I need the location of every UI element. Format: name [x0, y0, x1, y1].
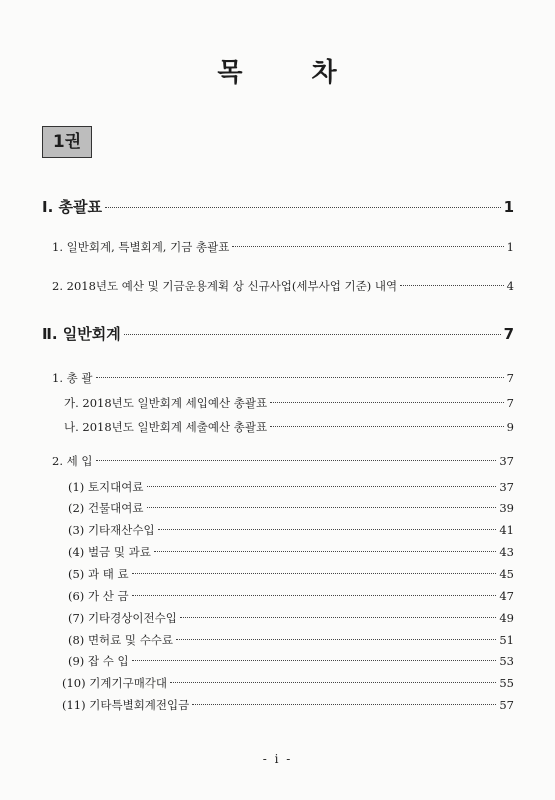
page-number: - i -: [262, 752, 293, 766]
toc-page: 47: [499, 589, 514, 603]
leader-dots: [132, 660, 497, 661]
toc-page: 39: [499, 501, 514, 515]
toc-label: 나. 2018년도 일반회계 세출예산 총괄표: [64, 420, 268, 434]
toc-label: 1. 총 괄: [52, 371, 93, 385]
toc-entry: [68, 632, 514, 648]
leader-dots: [105, 207, 501, 208]
toc-page: 51: [499, 633, 514, 647]
toc-entry: [52, 453, 514, 469]
toc-entry: [52, 239, 514, 255]
toc-entry: [68, 500, 514, 516]
toc-page: 37: [499, 480, 514, 494]
toc-label: 1. 일반회계, 특별회계, 기금 총괄표: [52, 240, 230, 254]
leader-dots: [96, 460, 497, 461]
toc-page: 7: [506, 371, 514, 385]
leader-dots: [147, 507, 497, 508]
toc-entry: [64, 419, 514, 435]
toc-label: (4) 벌금 및 과료: [68, 545, 151, 559]
leader-dots: [132, 573, 497, 574]
toc-entry: [62, 697, 514, 713]
leader-dots: [232, 246, 503, 247]
toc-page: 7: [503, 325, 514, 343]
leader-dots: [132, 595, 497, 596]
toc-entry: [68, 544, 514, 560]
toc-label: (2) 건물대여료: [68, 501, 144, 515]
toc-label: (6) 가 산 금: [68, 589, 129, 603]
toc-page: 41: [499, 523, 514, 537]
leader-dots: [180, 617, 497, 618]
toc-page: 9: [506, 420, 514, 434]
toc-label: (11) 기타특별회계전입금: [62, 698, 190, 712]
toc-entry: [68, 479, 514, 495]
toc-page: 1: [506, 240, 514, 254]
toc-label: (3) 기타재산수입: [68, 523, 155, 537]
toc-entry: [68, 522, 514, 538]
toc-label: Ⅱ. 일반회계: [42, 325, 121, 343]
toc-entry: [68, 610, 514, 626]
toc-entry: [64, 395, 514, 411]
toc-label: (5) 과 태 료: [68, 567, 129, 581]
toc-entry: [68, 588, 514, 604]
toc-entry-section-1: [42, 196, 514, 217]
toc-label: 2. 2018년도 예산 및 기금운용계획 상 신규사업(세부사업 기준) 내역: [52, 279, 398, 293]
toc-label: (1) 토지대여료: [68, 480, 144, 494]
leader-dots: [158, 529, 497, 530]
toc-page: 55: [499, 676, 514, 690]
toc-label: (8) 면허료 및 수수료: [68, 633, 174, 647]
toc-entry: [68, 653, 514, 669]
toc-label: (7) 기타경상이전수입: [68, 611, 177, 625]
toc-page: 37: [499, 454, 514, 468]
toc-label: Ⅰ. 총괄표: [42, 198, 102, 216]
page-title: 목 차: [217, 58, 338, 88]
leader-dots: [147, 486, 497, 487]
toc-label: (10) 기계기구매각대: [62, 676, 168, 690]
toc-page: 57: [499, 698, 514, 712]
toc-page: 53: [499, 654, 514, 668]
toc-label: 2. 세 입: [52, 454, 93, 468]
leader-dots: [96, 377, 504, 378]
toc-entry-section-2: [42, 323, 514, 344]
leader-dots: [192, 704, 496, 705]
toc-entry: [52, 278, 514, 294]
toc-label: 가. 2018년도 일반회계 세입예산 총괄표: [64, 396, 268, 410]
toc-entry: [62, 675, 514, 691]
toc-entry: [52, 370, 514, 386]
leader-dots: [124, 334, 501, 335]
leader-dots: [400, 285, 504, 286]
toc-page: 4: [506, 279, 514, 293]
leader-dots: [270, 402, 504, 403]
leader-dots: [176, 639, 496, 640]
toc-page: 45: [499, 567, 514, 581]
toc-entry: [68, 566, 514, 582]
leader-dots: [270, 426, 504, 427]
toc-page: 43: [499, 545, 514, 559]
leader-dots: [170, 682, 496, 683]
toc-page: 49: [499, 611, 514, 625]
volume-badge: 1권: [42, 126, 92, 158]
toc-page: 1: [503, 198, 514, 216]
leader-dots: [154, 551, 497, 552]
toc-label: (9) 잡 수 입: [68, 654, 129, 668]
toc-page: 7: [506, 396, 514, 410]
